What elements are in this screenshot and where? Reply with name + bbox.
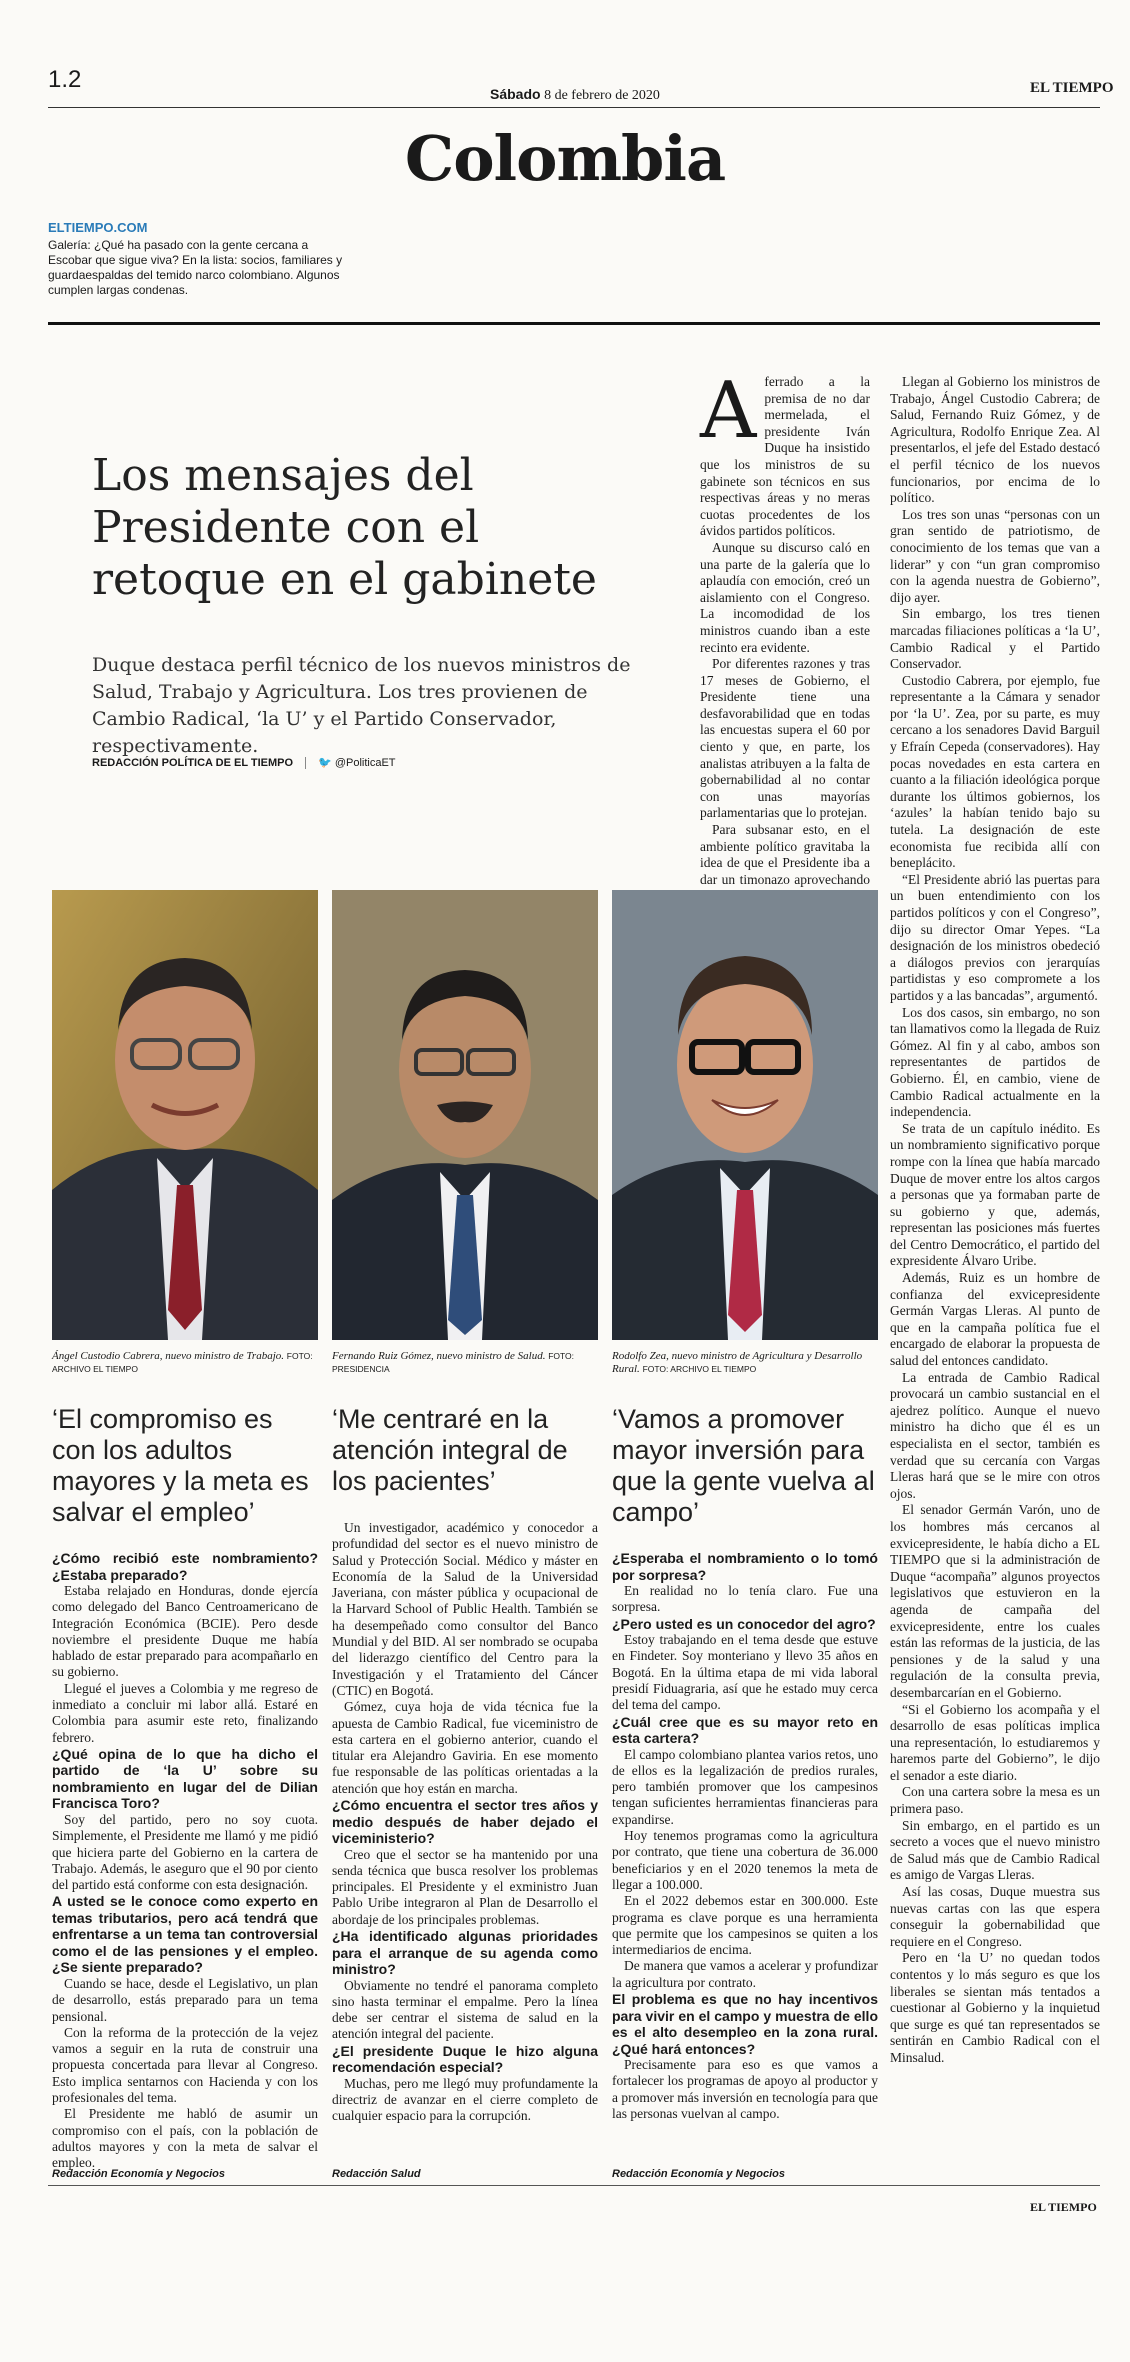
article-paragraph: Se trata de un capítulo inédito. Es un nombramiento significativo porque rompe con la línea que había marcado Duque de mover entre los altos cargos a personas que ya formaban parte de su gobierno y que, además, representan las posiciones más fuertes del Centro Democrático, el partido del expresidente Álvaro Uribe. bbox=[890, 1120, 1100, 1269]
article-paragraph: Custodio Cabrera, por ejemplo, fue representante a la Cámara y senador por ‘la U’. Zea, por su parte, es muy cercano a los senadores David Barguil y Efraín Cepeda (conservadores). Hay pocas novedades en esta cartera en cuanto a la filiación ideológica porque durante los últimos gobiernos, los ‘azules’ la habían tenido bajo su tutela. La designación de este economista fue recibida allí con beneplácito. bbox=[890, 672, 1100, 871]
interview-question: ¿Cómo recibió este nombramiento? ¿Estaba preparado? bbox=[52, 1550, 318, 1583]
interview-answer: Hoy tenemos programas como la agricultura por contrato, que tiene una cobertura de 36.000 beneficiarios y en el 2020 tenemos la meta de llegar a 100.000. bbox=[612, 1828, 878, 1892]
interview-answer: Muchas, pero me llegó muy profundamente la directriz de avanzar en el cierre completo de cualquier espacio para la corrupción. bbox=[332, 2075, 598, 2124]
article-paragraph: Por diferentes razones y tras 17 meses de Gobierno, el Presidente tiene una desfavorabilidad que en todas las encuestas supera el 60 por ciento y que, en parte, los analistas atribuyen a la falta de gobernabilidad al no contar con unas mayorías parlamentarias que lo protejan. bbox=[700, 656, 870, 821]
section-divider bbox=[48, 322, 1100, 325]
page-number: 1.2 bbox=[48, 66, 82, 93]
interview-signature-ruiz: Redacción Salud bbox=[332, 2168, 421, 2180]
interview-question: A usted se le conoce como experto en temas tributarios, pero acá tendrá que enfrentarse a un tema tan controversial como el de las pensiones y el empleo. ¿Se siente preparado? bbox=[52, 1893, 318, 1976]
article-paragraph: Sin embargo, los tres tienen marcadas filiaciones políticas a ‘la U’, Cambio Radical y el Partido Conservador. bbox=[890, 606, 1100, 672]
header-divider bbox=[48, 107, 1100, 108]
interview-question: ¿Pero usted es un conocedor del agro? bbox=[612, 1615, 876, 1632]
article-paragraph: La entrada de Cambio Radical provocará un cambio sustancial en el ajedrez político. Aunque el nuevo ministro ha dicho que él es un especialista en el sector, también es verdad que su cercanía con Vargas Lleras hará que se le mire con otros ojos. bbox=[890, 1369, 1100, 1501]
issue-date-text: 8 de febrero de 2020 bbox=[544, 88, 660, 103]
interview-answer: Un investigador, académico y conocedor a profundidad del sector es el nuevo ministro de Salud y Protección Social. Médico y máster en Economía de la Salud de la Universidad Javeriana, con máster pública y ocupacional de la Harvard School of Public Health. También se ha desempeñado como consultor del Banco Mundial y del BID. Al ser nombrado se ocupaba del liderazgo científico del Centro para la Investigación y el Tratamiento del Cáncer (CTIC) en Bogotá. bbox=[332, 1520, 598, 1698]
twitter-icon: 🐦 bbox=[318, 757, 332, 769]
interview-headline-cabrera: ‘El compromiso es con los adultos mayores y la meta es salvar el empleo’ bbox=[52, 1404, 309, 1527]
interview-answer: Obviamente no tendré el panorama completo sino hasta terminar el empalme. Pero la línea debe ser centrar el sistema de salud en la atención integral del paciente. bbox=[332, 1977, 598, 2042]
footer-divider bbox=[48, 2185, 1100, 2186]
interview-answer: El campo colombiano plantea varios retos, uno de ellos es la legalización de predios rurales, pero también promover que los campesinos tengan suficientes herramientas financieras para expandirse. bbox=[612, 1746, 878, 1827]
interview-body-cabrera bbox=[52, 1550, 318, 2172]
caption-text: Fernando Ruiz Gómez, nuevo ministro de Salud. bbox=[332, 1350, 546, 1362]
photo-credit: FOTO: PRESIDENCIA bbox=[332, 1351, 575, 1374]
interview-question: El problema es que no hay incentivos para vivir en el campo y muestra de ello es el alto desempleo en la zona rural. ¿Qué hará entonces? bbox=[612, 1991, 878, 2057]
interview-question: ¿Esperaba el nombramiento o lo tomó por sorpresa? bbox=[612, 1550, 878, 1583]
photo-zea bbox=[612, 890, 878, 1340]
photo-credit: FOTO: ARCHIVO EL TIEMPO bbox=[52, 1351, 313, 1374]
interview-answer: Estaba relajado en Honduras, donde ejercía como delegado del Banco Centroamericano de Integración Económica (BCIE). Pero desde noviembre el presidente Duque me había hablado de estar preparado para acompañarlo en su gobierno. bbox=[52, 1583, 318, 1680]
interview-signature-zea: Redacción Economía y Negocios bbox=[612, 2168, 785, 2180]
article-lead: Duque destaca perfil técnico de los nuevos ministros de Salud, Trabajo y Agricultura. Los tres provienen de Cambio Radical, ‘la U’ y el Partido Conservador, respectivamente. bbox=[92, 654, 631, 757]
interview-body-zea bbox=[612, 1550, 878, 2122]
interview-answer: Con la reforma de la protección de la vejez vamos a seguir en la ruta de construir una propuesta concertada para llevar al Congreso. Esto implica sentarnos con Hacienda y con los profesionales del tema. bbox=[52, 2024, 318, 2106]
footer-brand: EL TIEMPO bbox=[1030, 2200, 1097, 2214]
portrait-ruiz-image bbox=[332, 890, 598, 1340]
article-headline: Los mensajes del Presidente con el retoque en el gabinete bbox=[92, 450, 597, 605]
article-paragraph: Así las cosas, Duque muestra sus nuevas cartas con las que espera conseguir la gobernabilidad que requiere en el Congreso. bbox=[890, 1884, 1100, 1949]
article-paragraph: Pero en ‘la U’ no quedan todos contentos y lo más seguro es que los liberales se sientan más tentados a cuestionar al Gobierno y la inquietud que surge es qué tan representados se sentirán en Cambio Radical con el Minsalud. bbox=[890, 1950, 1100, 2065]
issue-date bbox=[490, 86, 660, 104]
interview-answer: En realidad no lo tenía claro. Fue una sorpresa. bbox=[612, 1583, 878, 1615]
article-paragraph: Los dos casos, sin embargo, no son tan llamativos como la llegada de Ruiz Gómez. Al fin y al cabo, ambos son representantes de partidos de Gobierno. Él, en cambio, viene de Cambio Radical actualmente en la independencia. bbox=[890, 1004, 1100, 1120]
photo-caption-cabrera bbox=[52, 1350, 318, 1376]
website-link[interactable]: ELTIEMPO.COM bbox=[48, 220, 148, 235]
article-paragraph: Los tres son unas “personas con un gran sentido de patriotismo, de conocimiento de los temas que van a liderar” y con “un gran compromiso con la agenda nuestra de Gobierno”, dijo ayer. bbox=[890, 506, 1100, 605]
article-paragraph: El senador Germán Varón, uno de los hombres más cercanos al exvicepresidente, le había dicho a EL TIEMPO que si la administración de Duque “acompaña” algunos proyectos legislativos que estuvieron en la agenda de campaña del exvicepresidente, entre los cuales están las reformas de la justicia, de las pensiones y de la salud y una regulación de la consulta previa, desembarcarían en el Gobierno. bbox=[890, 1502, 1100, 1700]
twitter-handle-text: @PoliticaET bbox=[334, 757, 396, 769]
interview-answer: Gómez, cuya hoja de vida técnica fue la apuesta de Cambio Radical, fue viceministro de esta cartera en el gobierno anterior, cuando el titular era Alejandro Gaviria. En ese momento fue responsable de las políticas orientadas a la atención que hoy están en marcha. bbox=[332, 1699, 598, 1796]
interview-answer: Cuando se hace, desde el Legislativo, un plan de desarrollo, estás preparado para un tema pensional. bbox=[52, 1975, 318, 2024]
caption-text: Ángel Custodio Cabrera, nuevo ministro de Trabajo. bbox=[52, 1350, 285, 1362]
interview-question: ¿Qué opina de lo que ha dicho el partido de ‘la U’ sobre su nombramiento en lugar del de Dilian Francisca Toro? bbox=[52, 1745, 318, 1812]
interview-answer: En el 2022 debemos estar en 300.000. Este programa es clave porque es una herramienta que permite que los campesinos se quiten a los intermediarios de encima. bbox=[612, 1893, 878, 1958]
photo-cabrera bbox=[52, 890, 318, 1340]
newspaper-brand: EL TIEMPO bbox=[1030, 80, 1114, 96]
article-paragraph: “El Presidente abrió las puertas para un buen entendimiento con los partidos políticos y con el Congreso”, dijo su director Omar Yepes. “La designación de los ministros obedeció a diálogos previos con jerarquías partidistas y eso compromete a los partidos y a las bancadas”, argumentó. bbox=[890, 871, 1100, 1003]
photo-credit: FOTO: ARCHIVO EL TIEMPO bbox=[642, 1364, 757, 1374]
interview-answer: El Presidente me habló de asumir un compromiso con el país, con la población de adultos mayores y con la meta de salvar el empleo. bbox=[52, 2106, 318, 2171]
interview-signature-cabrera: Redacción Economía y Negocios bbox=[52, 2168, 225, 2180]
gallery-teaser: Galería: ¿Qué ha pasado con la gente cercana a Escobar que sigue viva? En la lista: socios, familiares y guardaespaldas del temido narco colombiano. Algunos cumplen largas condenas. bbox=[48, 238, 343, 297]
article-paragraph: Sin embargo, en el partido es un secreto a voces que el nuevo ministro de Salud más que de Cambio Radical es amigo de Vargas Lleras. bbox=[890, 1817, 1100, 1883]
interview-answer: Creo que el sector se ha mantenido por una senda técnica que busca resolver los problemas principales. El Presidente y el exministro Juan Pablo Uribe integraron al Plan de Desarrollo el abordaje de los principales problemas. bbox=[332, 1846, 598, 1927]
interview-question: ¿Cómo encuentra el sector tres años y medio después de haber dejado el viceministerio? bbox=[332, 1797, 598, 1847]
article-paragraph: Llegan al Gobierno los ministros de Trabajo, Ángel Custodio Cabrera; de Salud, Fernando Ruiz Gómez, y de Agricultura, Rodolfo Enrique Zea. Al presentarlos, el jefe del Estado destacó el perfil técnico de los nuevos funcionarios, por encima de lo político. bbox=[890, 374, 1100, 506]
interview-answer: Precisamente para eso es que vamos a fortalecer los programas de apoyo al productor y a promover más inversión en tecnología para que las personas vuelvan al campo. bbox=[612, 2057, 878, 2121]
portrait-zea-image bbox=[612, 890, 878, 1340]
article-byline bbox=[92, 756, 396, 769]
byline-author: REDACCIÓN POLÍTICA DE EL TIEMPO bbox=[92, 757, 294, 769]
section-title: Colombia bbox=[404, 122, 726, 195]
interview-body-ruiz bbox=[332, 1520, 598, 2125]
interview-headline-ruiz: ‘Me centraré en la atención integral de los pacientes’ bbox=[332, 1404, 568, 1496]
caption-text: Rodolfo Zea, nuevo ministro de Agricultura y Desarrollo Rural. bbox=[612, 1350, 863, 1375]
issue-day: Sábado bbox=[490, 86, 541, 102]
photo-caption-ruiz bbox=[332, 1350, 598, 1376]
portrait-cabrera-image bbox=[52, 890, 318, 1340]
twitter-handle[interactable] bbox=[305, 757, 395, 769]
interview-question: ¿Cuál cree que es su mayor reto en esta cartera? bbox=[612, 1713, 878, 1747]
article-paragraph: “Si el Gobierno los acompaña y el desarrollo de esas políticas implica una representación, lo estudiaremos y haremos parte del Gobierno”, le dijo el senador a este diario. bbox=[890, 1701, 1100, 1783]
interview-answer: Soy del partido, pero no soy cuota. Simplemente, el Presidente me llamó y me pidió que hiciera parte del Gobierno en la cartera de Trabajo. Además, le aseguro que el 90 por ciento del partido está conforme con esta designación. bbox=[52, 1811, 318, 1893]
interview-question: ¿El presidente Duque le hizo alguna recomendación especial? bbox=[332, 2042, 598, 2076]
article-paragraph: Aferrado a la premisa de no dar mermelada, el presidente Iván Duque ha insistido que los ministros de su gabinete son técnicos en sus respectivas áreas y no meras cuotas procedentes de los ávidos partidos políticos. bbox=[700, 366, 870, 539]
interview-question: ¿Ha identificado algunas prioridades para el arranque de su agenda como ministro? bbox=[332, 1928, 598, 1978]
photo-ruiz bbox=[332, 890, 598, 1340]
article-paragraph: Además, Ruiz es un hombre de confianza del exvicepresidente Germán Vargas Lleras. Al punto de que en la campaña política fue el encargado de elaborar la propuesta de salud del entonces candidato. bbox=[890, 1270, 1100, 1369]
interview-headline-zea: ‘Vamos a promover mayor inversión para que la gente vuelva al campo’ bbox=[612, 1404, 875, 1527]
article-body-col2 bbox=[890, 374, 1100, 2067]
interview-answer: Estoy trabajando en el tema desde que estuve en Findeter. Soy monteriano y llevo 35 años en Bogotá. En la última etapa de mi vida laboral presidí Fiduagraria, así que he estado muy cerca del tema del campo. bbox=[612, 1632, 878, 1713]
article-paragraph: Con una cartera sobre la mesa es un primera paso. bbox=[890, 1784, 1100, 1817]
article-paragraph: Para subsanar esto, en el ambiente político gravitaba la idea de que el Presidente iba a dar un timonazo aprovechando bbox=[700, 822, 870, 887]
article-paragraph: Aunque su discurso caló en una parte de la galería que lo aplaudía con emoción, creó un aislamiento con el Congreso. La incomodidad de los ministros cuando iban a este recinto era evidente. bbox=[700, 539, 870, 655]
interview-answer: De manera que vamos a acelerar y profundizar la agricultura por contrato. bbox=[612, 1958, 878, 1990]
photo-caption-zea bbox=[612, 1350, 878, 1376]
interview-answer: Llegué el jueves a Colombia y me regreso de inmediato a concluir mi labor allá. Estaré en Colombia para asumir este reto, finalizando febrero. bbox=[52, 1680, 318, 1745]
